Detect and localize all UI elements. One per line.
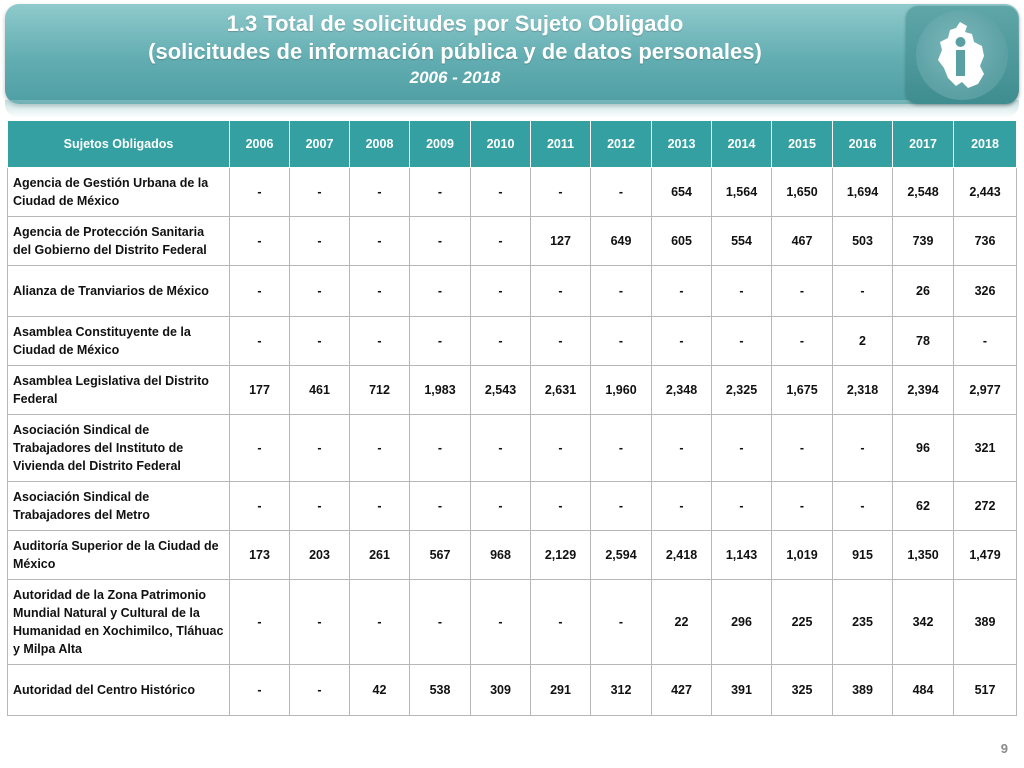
table-cell: 312 <box>591 665 652 716</box>
table-cell: 1,675 <box>772 366 833 415</box>
table-cell: 605 <box>652 217 712 266</box>
table-cell: 261 <box>350 531 410 580</box>
table-cell: - <box>350 482 410 531</box>
table-cell: 2,594 <box>591 531 652 580</box>
table-cell: - <box>531 168 591 217</box>
table-cell: 127 <box>531 217 591 266</box>
table-row <box>8 317 1017 366</box>
table-cell: 1,479 <box>954 531 1017 580</box>
table-cell: - <box>954 317 1017 366</box>
table-cell: 291 <box>531 665 591 716</box>
table-cell: 203 <box>290 531 350 580</box>
table-cell: 177 <box>230 366 290 415</box>
table-cell: - <box>652 317 712 366</box>
table-cell: 62 <box>893 482 954 531</box>
table-cell: 1,143 <box>712 531 772 580</box>
row-label: Autoridad de la Zona Patrimonio Mundial Natural y Cultural de la Humanidad en Xochimilco, Tláhuac y Milpa Alta <box>8 580 230 665</box>
table-cell: - <box>230 317 290 366</box>
table-cell: 2,543 <box>471 366 531 415</box>
page-title: 1.3 Total de solicitudes por Sujeto Obligado <box>226 11 684 36</box>
table-cell: 503 <box>833 217 893 266</box>
logo <box>906 6 1018 104</box>
row-label: Autoridad del Centro Histórico <box>8 665 230 716</box>
column-header: 2018 <box>954 121 1017 168</box>
table-cell: 326 <box>954 266 1017 317</box>
table-cell: 968 <box>471 531 531 580</box>
table-cell: - <box>471 482 531 531</box>
table-cell: 2,418 <box>652 531 712 580</box>
table-cell: 1,350 <box>893 531 954 580</box>
table-cell: - <box>410 168 471 217</box>
table-cell: 42 <box>350 665 410 716</box>
table-cell: - <box>591 266 652 317</box>
table-cell: 484 <box>893 665 954 716</box>
table-row <box>8 531 1017 580</box>
table-header-row <box>8 121 1017 168</box>
table-cell: - <box>772 317 833 366</box>
table-cell: - <box>350 580 410 665</box>
table-cell: 517 <box>954 665 1017 716</box>
table-cell: 461 <box>290 366 350 415</box>
table-cell: 736 <box>954 217 1017 266</box>
table-cell: - <box>350 168 410 217</box>
table-cell: 78 <box>893 317 954 366</box>
table-cell: 2,631 <box>531 366 591 415</box>
page-subtitle: (solicitudes de información pública y de datos personales) <box>148 39 762 64</box>
column-header: Sujetos Obligados <box>8 121 230 168</box>
table-cell: - <box>531 415 591 482</box>
row-label: Auditoría Superior de la Ciudad de México <box>8 531 230 580</box>
table-cell: - <box>230 415 290 482</box>
row-label: Asamblea Legislativa del Distrito Federal <box>8 366 230 415</box>
column-header: 2011 <box>531 121 591 168</box>
table-row <box>8 217 1017 266</box>
table-cell: - <box>410 482 471 531</box>
page-number: 9 <box>1000 741 1008 756</box>
column-header: 2013 <box>652 121 712 168</box>
table-cell: 309 <box>471 665 531 716</box>
table-cell: - <box>591 415 652 482</box>
table-cell: 391 <box>712 665 772 716</box>
column-header: 2012 <box>591 121 652 168</box>
table-cell: - <box>652 482 712 531</box>
table-row <box>8 482 1017 531</box>
table-cell: - <box>591 482 652 531</box>
table-cell: - <box>531 482 591 531</box>
table-cell: - <box>712 415 772 482</box>
table-cell: 467 <box>772 217 833 266</box>
table-row <box>8 168 1017 217</box>
table-cell: 2,977 <box>954 366 1017 415</box>
table-cell: - <box>531 317 591 366</box>
table-cell: 1,960 <box>591 366 652 415</box>
table-cell: 2,394 <box>893 366 954 415</box>
table-cell: 1,983 <box>410 366 471 415</box>
table-cell: 1,019 <box>772 531 833 580</box>
table-cell: - <box>772 415 833 482</box>
table-cell: - <box>290 217 350 266</box>
table-cell: - <box>230 665 290 716</box>
column-header: 2008 <box>350 121 410 168</box>
table-cell: - <box>290 482 350 531</box>
table-cell: - <box>471 217 531 266</box>
table-cell: - <box>410 415 471 482</box>
table-cell: 325 <box>772 665 833 716</box>
table-cell: 712 <box>350 366 410 415</box>
logo-circle <box>916 10 1008 100</box>
table-cell: - <box>350 415 410 482</box>
table-cell: - <box>410 217 471 266</box>
table-cell: - <box>410 317 471 366</box>
table-cell: - <box>531 580 591 665</box>
table-cell: - <box>833 415 893 482</box>
table-cell: 2,443 <box>954 168 1017 217</box>
table-cell: - <box>290 580 350 665</box>
table-cell: - <box>230 580 290 665</box>
table-cell: 1,564 <box>712 168 772 217</box>
column-header: 2017 <box>893 121 954 168</box>
column-header: 2006 <box>230 121 290 168</box>
table-cell: 225 <box>772 580 833 665</box>
table-cell: - <box>290 317 350 366</box>
table-row <box>8 665 1017 716</box>
table-cell: - <box>531 266 591 317</box>
table-cell: 272 <box>954 482 1017 531</box>
table-cell: - <box>290 266 350 317</box>
table-cell: 2,325 <box>712 366 772 415</box>
table-cell: - <box>230 217 290 266</box>
table-cell: - <box>350 217 410 266</box>
table-cell: - <box>591 317 652 366</box>
table-cell: 654 <box>652 168 712 217</box>
table-cell: 649 <box>591 217 652 266</box>
table-cell: - <box>712 317 772 366</box>
table-cell: 22 <box>652 580 712 665</box>
table-cell: - <box>471 168 531 217</box>
table-cell: 427 <box>652 665 712 716</box>
column-header: 2007 <box>290 121 350 168</box>
banner-shadow <box>5 100 1019 118</box>
table-cell: - <box>833 266 893 317</box>
table-cell: 915 <box>833 531 893 580</box>
table-cell: 173 <box>230 531 290 580</box>
cdmx-map-logo-icon <box>934 20 990 90</box>
table-cell: - <box>591 168 652 217</box>
table-cell: - <box>712 266 772 317</box>
table-cell: - <box>652 266 712 317</box>
table-cell: - <box>471 266 531 317</box>
table-cell: - <box>591 580 652 665</box>
table-row <box>8 366 1017 415</box>
table-cell: - <box>230 482 290 531</box>
column-header: 2016 <box>833 121 893 168</box>
table-cell: 2 <box>833 317 893 366</box>
table-cell: 554 <box>712 217 772 266</box>
table-cell: - <box>772 266 833 317</box>
table-cell: - <box>410 580 471 665</box>
table-cell: 2,348 <box>652 366 712 415</box>
table-cell: - <box>290 665 350 716</box>
table-cell: 235 <box>833 580 893 665</box>
row-label: Asociación Sindical de Trabajadores del Instituto de Vivienda del Distrito Federal <box>8 415 230 482</box>
table-cell: 389 <box>833 665 893 716</box>
table-row <box>8 415 1017 482</box>
column-header: 2015 <box>772 121 833 168</box>
table-cell: 389 <box>954 580 1017 665</box>
table-cell: 1,650 <box>772 168 833 217</box>
column-header: 2014 <box>712 121 772 168</box>
table-cell: - <box>712 482 772 531</box>
title-block <box>5 10 905 89</box>
table-cell: - <box>410 266 471 317</box>
table-cell: - <box>772 482 833 531</box>
table-cell: 296 <box>712 580 772 665</box>
table-cell: - <box>350 317 410 366</box>
table-cell: - <box>471 415 531 482</box>
row-label: Asamblea Constituyente de la Ciudad de México <box>8 317 230 366</box>
table-cell: 1,694 <box>833 168 893 217</box>
table-cell: - <box>833 482 893 531</box>
table-cell: 342 <box>893 580 954 665</box>
table-cell: 2,548 <box>893 168 954 217</box>
table-cell: 26 <box>893 266 954 317</box>
table-cell: - <box>471 317 531 366</box>
table-row <box>8 580 1017 665</box>
table-cell: 567 <box>410 531 471 580</box>
table-row <box>8 266 1017 317</box>
table-cell: - <box>471 580 531 665</box>
table-cell: - <box>230 168 290 217</box>
table-cell: 538 <box>410 665 471 716</box>
table-cell: - <box>290 415 350 482</box>
row-label: Agencia de Gestión Urbana de la Ciudad de México <box>8 168 230 217</box>
table-cell: - <box>290 168 350 217</box>
table-cell: - <box>652 415 712 482</box>
table-cell: 2,318 <box>833 366 893 415</box>
table-cell: 96 <box>893 415 954 482</box>
table-cell: - <box>230 266 290 317</box>
row-label: Asociación Sindical de Trabajadores del Metro <box>8 482 230 531</box>
year-range: 2006 - 2018 <box>409 68 501 87</box>
data-table <box>7 120 1017 716</box>
table-cell: 739 <box>893 217 954 266</box>
table-cell: - <box>350 266 410 317</box>
row-label: Alianza de Tranviarios de México <box>8 266 230 317</box>
table-cell: 2,129 <box>531 531 591 580</box>
row-label: Agencia de Protección Sanitaria del Gobierno del Distrito Federal <box>8 217 230 266</box>
table-cell: 321 <box>954 415 1017 482</box>
column-header: 2009 <box>410 121 471 168</box>
column-header: 2010 <box>471 121 531 168</box>
